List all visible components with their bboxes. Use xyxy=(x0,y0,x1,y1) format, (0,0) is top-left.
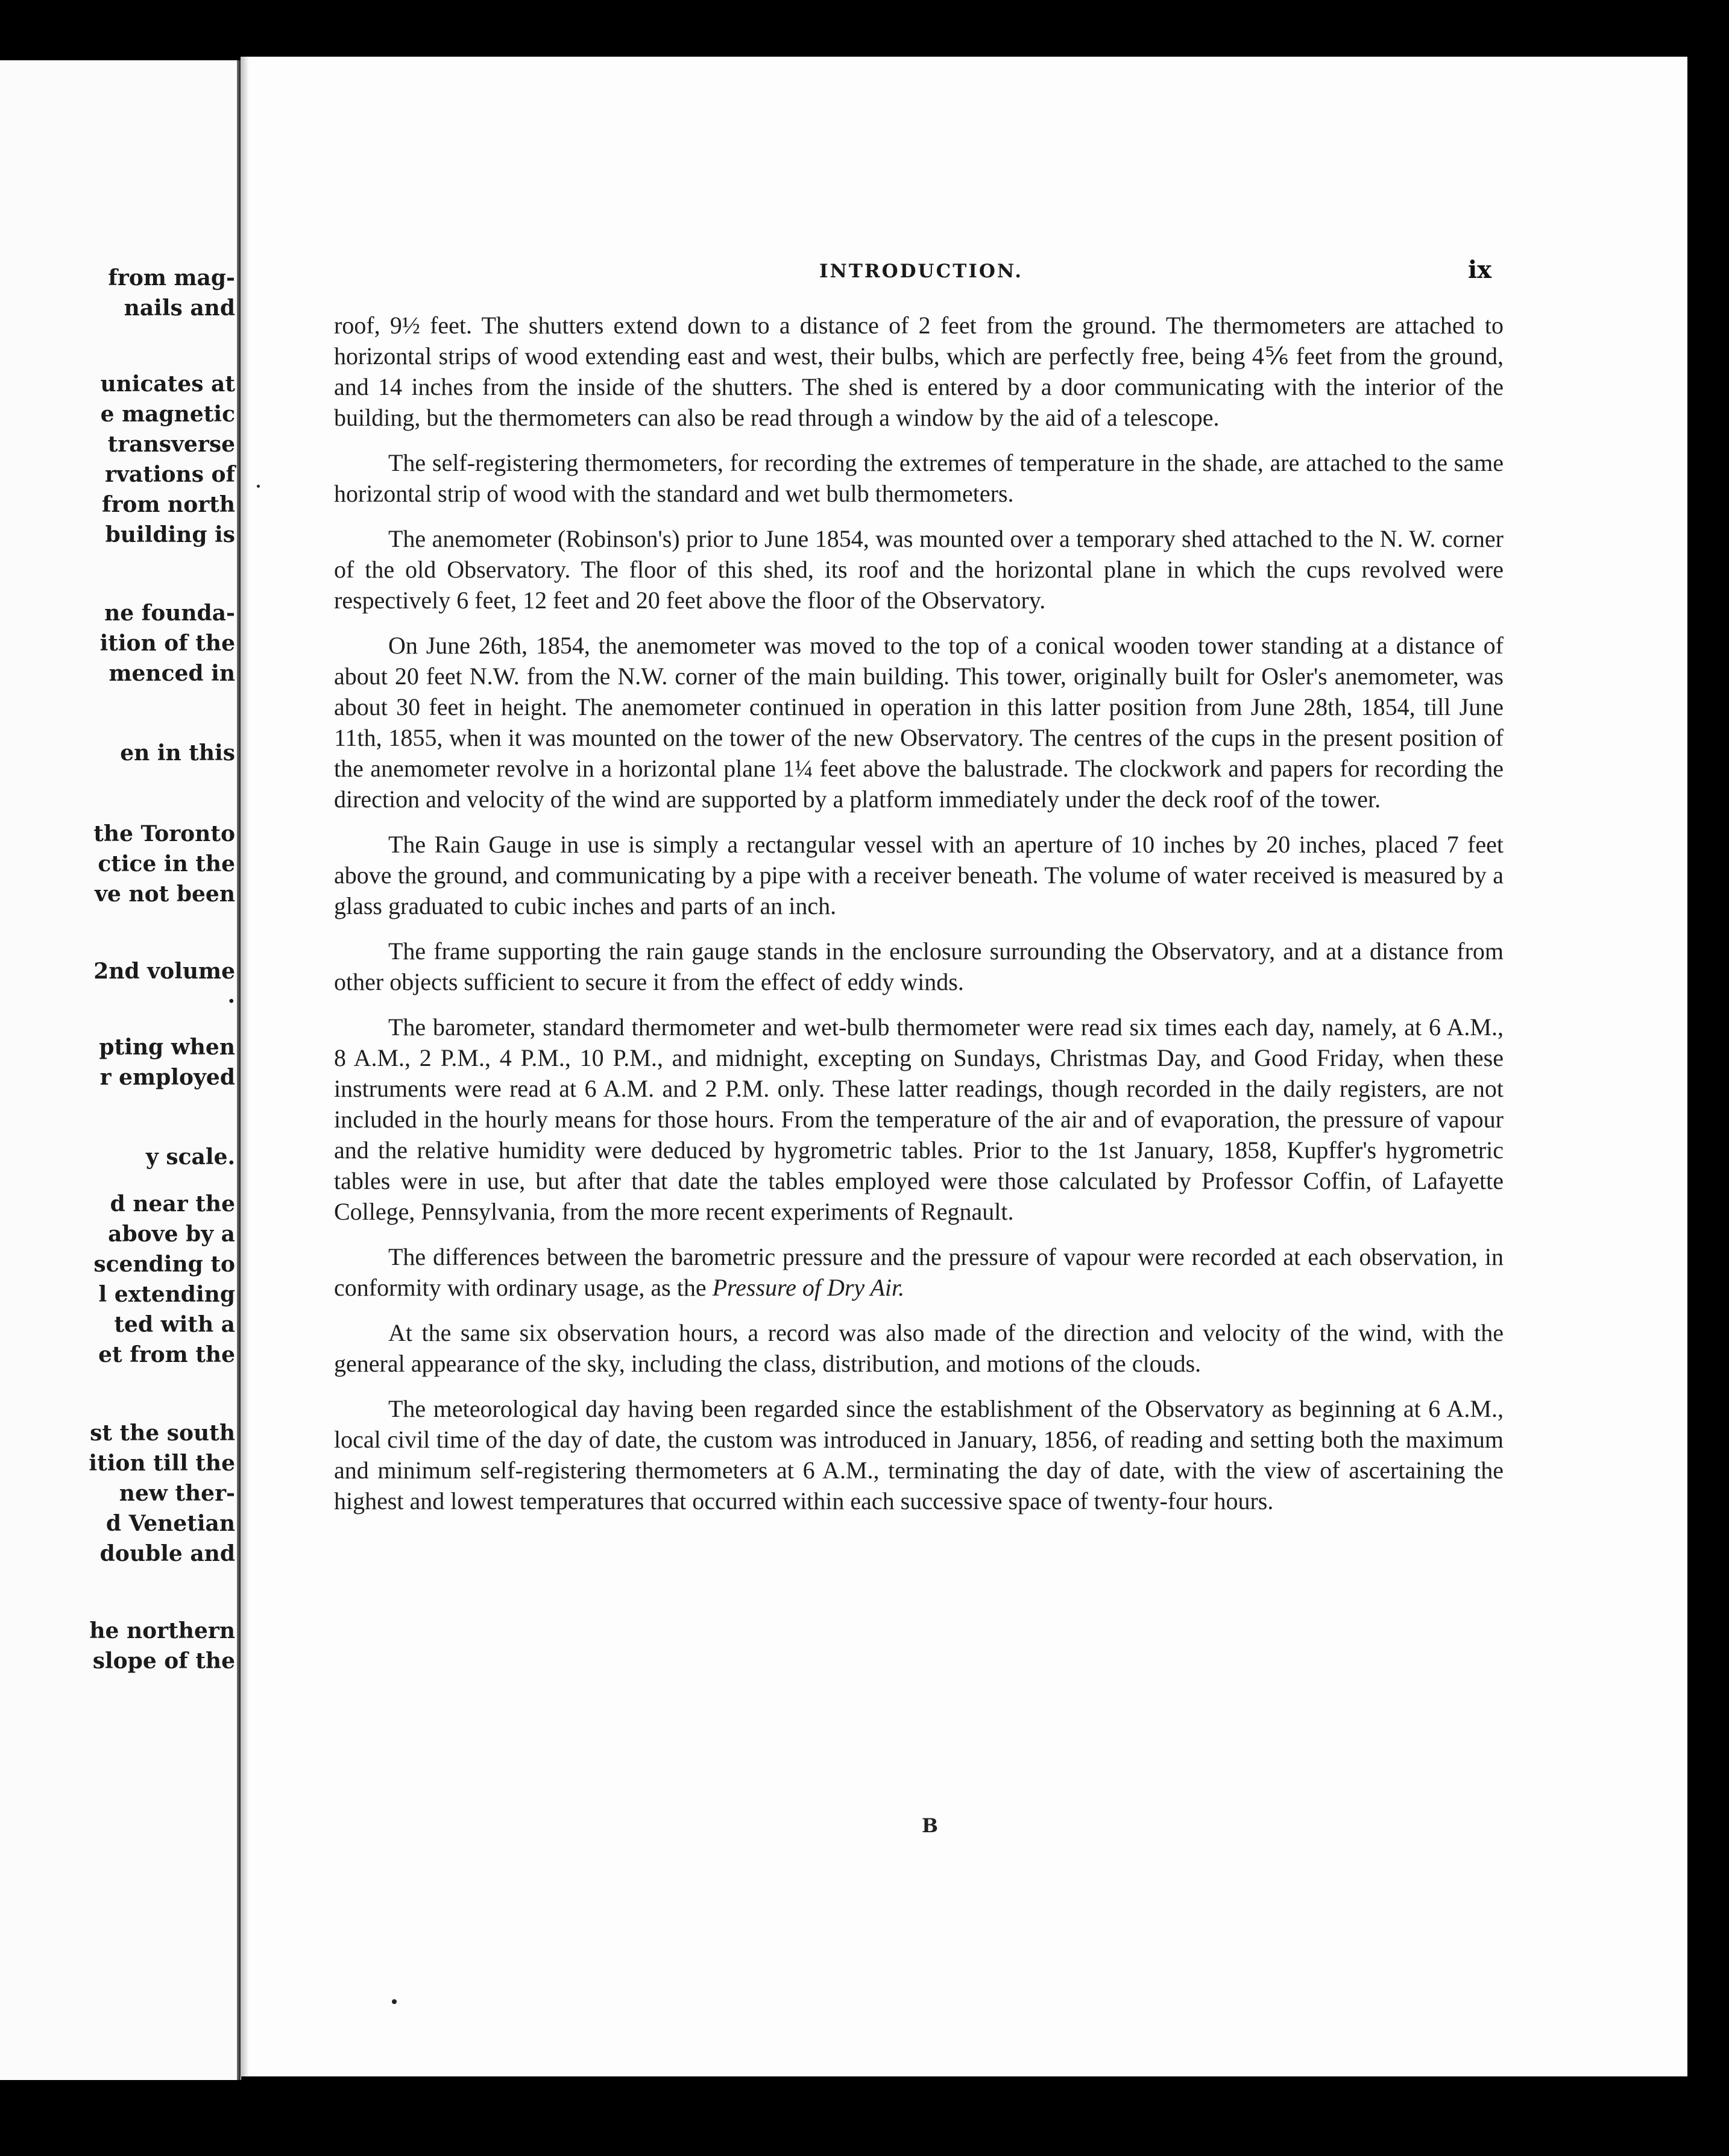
facing-page-line: ne founda- xyxy=(104,600,235,626)
facing-page-line: pting when xyxy=(99,1035,235,1060)
paragraph-rain-gauge-frame: The frame supporting the rain gauge stands in the enclosure surrounding the Observatory, and at a distance from other objects sufficient to secure it from the effect of eddy winds. xyxy=(334,938,1504,995)
facing-page-line: from north xyxy=(101,492,235,517)
facing-page-line: l extending xyxy=(98,1282,235,1307)
facing-page-line: scending to xyxy=(93,1252,235,1277)
paragraph-self-registering: The self-registering thermometers, for recording the extremes of temperature in the shade, are attached to the same horizontal strip of wood with the standard and wet bulb thermometers. xyxy=(334,449,1504,507)
facing-page-line: nails and xyxy=(124,295,235,321)
facing-page-line: et from the xyxy=(98,1342,235,1367)
ink-speck xyxy=(392,1999,397,2004)
facing-page-line: from mag- xyxy=(108,265,235,291)
facing-page-line: 2nd volume xyxy=(93,959,235,984)
binding-shadow xyxy=(241,57,249,2076)
facing-page-fragment xyxy=(0,60,241,2080)
facing-page-line: ition till the xyxy=(89,1451,235,1476)
paragraph-meteorological-day: The meteorological day having been regarded since the establishment of the Observatory as beginning at 6 A.M., local civil time of the day of date, the custom was introduced in January, 1856, of reading and setting both the maximum and minimum self-registering thermometers at 6 A.M., terminating the day of date, with the view of ascertaining the highest and lowest temperatures that occurred within each successive space of twenty-four hours. xyxy=(334,1395,1504,1515)
body-text xyxy=(334,310,1504,1531)
facing-page-line: double and xyxy=(99,1541,235,1566)
facing-page-line: d Venetian xyxy=(106,1511,235,1536)
paragraph-anemometer-tower: On June 26th, 1854, the anemometer was moved to the top of a conical wooden tower standing at a distance of about 20 feet N.W. from the N.W. corner of the main building. This tower, originally built for Osler's anemometer, was about 30 feet in height. The anemometer continued in operation in this latter position from June 28th, 1854, till June 11th, 1855, when it was mounted on the tower of the new Observatory. The centres of the cups in the present position of the anemometer revolve in a horizontal plane 1¼ feet above the balustrade. The clockwork and papers for recording the direction and velocity of the wind are supported by a platform immediately under the deck roof of the tower. xyxy=(334,632,1504,813)
facing-page-line: building is xyxy=(105,522,235,547)
facing-page-line: d near the xyxy=(110,1191,235,1217)
facing-page-line: rvations of xyxy=(105,462,235,487)
facing-page-line: menced in xyxy=(109,661,235,686)
main-page xyxy=(241,57,1687,2076)
running-head: INTRODUCTION. xyxy=(819,260,1023,282)
facing-page-line: · xyxy=(227,989,235,1014)
facing-page-line: transverse xyxy=(107,432,235,457)
facing-page-line: unicates at xyxy=(100,371,235,397)
paragraph-readings: The barometer, standard thermometer and wet-bulb thermometer were read six times each day, namely, at 6 A.M., 8 A.M., 2 P.M., 4 P.M., 10 P.M., and midnight, excepting on Sundays, Christmas Day, and Good Friday, when these instruments were read at 6 A.M. and 2 P.M. only. These latter readings, though recorded in the daily registers, are not included in the hourly means for those hours. From the temperature of the air and of evaporation, the pressure of vapour and the relative humidity were deduced by hygrometric tables. Prior to the 1st January, 1858, Kupffer's hygrometric tables were in use, but after that date the tables employed were those calculated by Professor Coffin, of Lafayette College, Pennsylvania, from the more recent experiments of Regnault. xyxy=(334,1013,1504,1225)
ink-speck xyxy=(257,485,260,488)
facing-page-line: ve not been xyxy=(95,881,235,907)
facing-page-line: r employed xyxy=(99,1065,235,1090)
signature-mark: B xyxy=(922,1814,939,1837)
facing-page-line: e magnetic xyxy=(100,402,235,427)
facing-page-line: new ther- xyxy=(119,1481,235,1506)
facing-page-line: y scale. xyxy=(145,1144,235,1170)
facing-page-line: ted with a xyxy=(114,1312,235,1337)
paragraph-anemometer-old: The anemometer (Robinson's) prior to June 1854, was mounted over a temporary shed attached to the N. W. corner of the old Observatory. The floor of this shed, its roof and the horizontal plane in which the cups revolved were respectively 6 feet, 12 feet and 20 feet above the floor of the Observatory. xyxy=(334,525,1504,614)
facing-page-line: ition of the xyxy=(99,631,235,656)
page-number: ix xyxy=(1468,256,1492,284)
dry-air-italic: Pressure of Dry Air. xyxy=(712,1274,905,1301)
facing-page-line: he northern xyxy=(89,1618,235,1644)
paragraph-dry-air xyxy=(334,1241,1504,1303)
facing-page-line: slope of the xyxy=(92,1648,235,1674)
facing-page-line: st the south xyxy=(90,1420,235,1446)
facing-page-line: en in this xyxy=(120,740,235,766)
dry-air-text: The differences between the barometric pressure and the pressure of vapour were recorded at each observation, in conformity with ordinary usage, as the xyxy=(334,1243,1504,1301)
facing-page-line: above by a xyxy=(108,1221,235,1247)
facing-page-line: ctice in the xyxy=(98,851,235,877)
paragraph-rain-gauge: The Rain Gauge in use is simply a rectangular vessel with an aperture of 10 inches by 20 inches, placed 7 feet above the ground, and communicating by a pipe with a receiver beneath. The volume of water received is measured by a glass graduated to cubic inches and parts of an inch. xyxy=(334,831,1504,919)
paragraph-wind-sky: At the same six observation hours, a record was also made of the direction and velocity of the wind, with the general appearance of the sky, including the class, distribution, and motions of the clouds. xyxy=(334,1319,1504,1377)
paragraph-shed: roof, 9½ feet. The shutters extend down to a distance of 2 feet from the ground. The thermometers are attached to horizontal strips of wood extending east and west, their bulbs, which are perfectly free, being 4⅚ feet from the ground, and 14 inches from the inside of the shutters. The shed is entered by a door communicating with the interior of the building, but the thermometers can also be read through a window by the aid of a telescope. xyxy=(334,312,1504,431)
facing-page-line: the Toronto xyxy=(93,821,235,846)
